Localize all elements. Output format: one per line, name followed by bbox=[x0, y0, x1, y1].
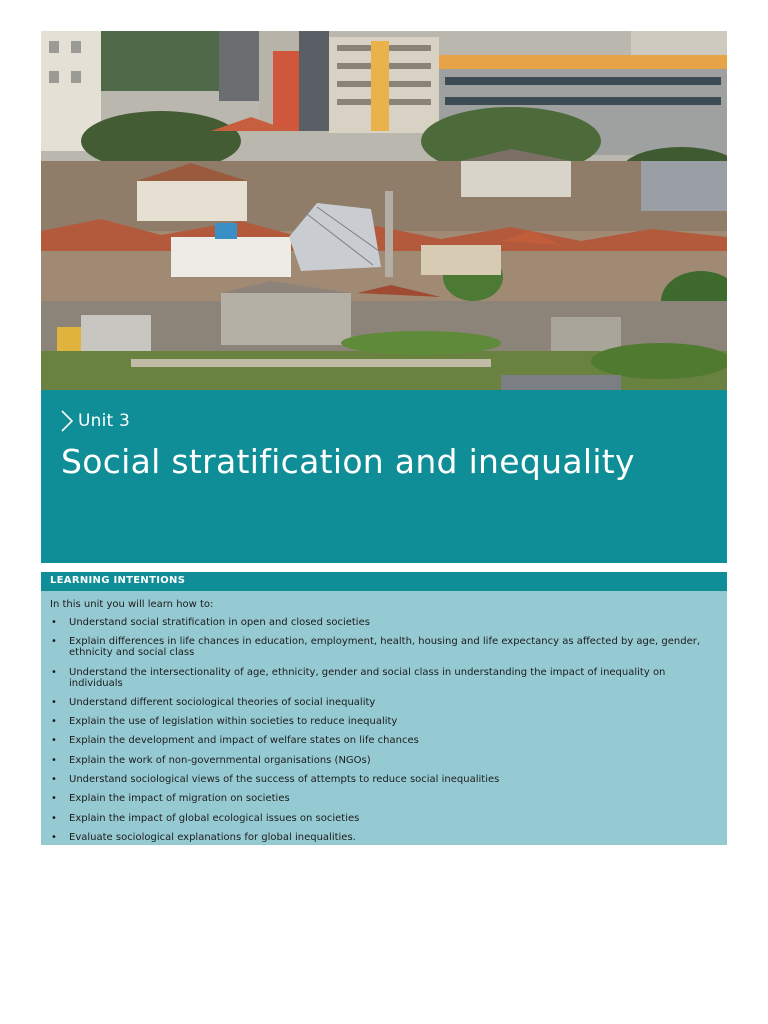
learning-intentions-heading: LEARNING INTENTIONS bbox=[50, 575, 186, 586]
unit-label: Unit 3 bbox=[78, 411, 131, 431]
bullet-icon: • bbox=[51, 617, 57, 628]
list-item-text: Understand social stratification in open and closed societies bbox=[69, 617, 370, 628]
list-item bbox=[41, 667, 727, 689]
list-item bbox=[41, 774, 727, 785]
bullet-icon: • bbox=[51, 735, 57, 747]
bullet-icon: • bbox=[51, 831, 57, 843]
list-item-text: Explain the use of legislation within societies to reduce inequality bbox=[69, 716, 398, 728]
bullet-icon: • bbox=[51, 774, 57, 786]
learning-list bbox=[41, 617, 727, 851]
bullet-icon: • bbox=[51, 666, 57, 678]
bullet-icon: • bbox=[51, 754, 57, 766]
list-item bbox=[41, 832, 727, 843]
list-item-text: Explain the impact of migration on societies bbox=[69, 793, 290, 805]
chevron-right-icon bbox=[60, 410, 74, 432]
list-item bbox=[41, 755, 727, 766]
bullet-icon: • bbox=[51, 636, 57, 648]
list-item-text: Explain differences in life chances in education, employment, health, housing and life expectancy as affected by age, gender, ethnicity and social class bbox=[69, 636, 701, 659]
list-item-text: Explain the impact of global ecological issues on societies bbox=[69, 812, 360, 824]
page-title: Social stratification and inequality bbox=[61, 442, 635, 481]
bullet-icon: • bbox=[51, 696, 57, 708]
list-item-text: Understand different sociological theories of social inequality bbox=[69, 696, 376, 708]
list-item bbox=[41, 636, 727, 658]
cover-photo bbox=[41, 31, 727, 390]
list-item bbox=[41, 617, 727, 628]
learning-intentions-header bbox=[41, 572, 727, 591]
list-item-text: Understand sociological views of the success of attempts to reduce social inequalities bbox=[69, 774, 500, 786]
list-item-text: Evaluate sociological explanations for global inequalities. bbox=[69, 831, 356, 843]
learning-intentions-panel bbox=[41, 591, 727, 845]
list-item-text: Explain the work of non-governmental organisations (NGOs) bbox=[69, 754, 371, 766]
list-item bbox=[41, 716, 727, 727]
bullet-icon: • bbox=[51, 812, 57, 824]
list-item bbox=[41, 735, 727, 746]
list-item bbox=[41, 813, 727, 824]
list-item-text: Understand the intersectionality of age, ethnicity, gender and social class in understanding the impact of inequality on individuals bbox=[69, 666, 666, 689]
unit-row bbox=[60, 410, 130, 432]
list-item-text: Explain the development and impact of welfare states on life chances bbox=[69, 735, 419, 747]
unit-banner bbox=[41, 390, 727, 563]
learning-intro: In this unit you will learn how to: bbox=[50, 599, 214, 610]
list-item bbox=[41, 793, 727, 804]
list-item bbox=[41, 697, 727, 708]
bullet-icon: • bbox=[51, 793, 57, 805]
bullet-icon: • bbox=[51, 716, 57, 728]
